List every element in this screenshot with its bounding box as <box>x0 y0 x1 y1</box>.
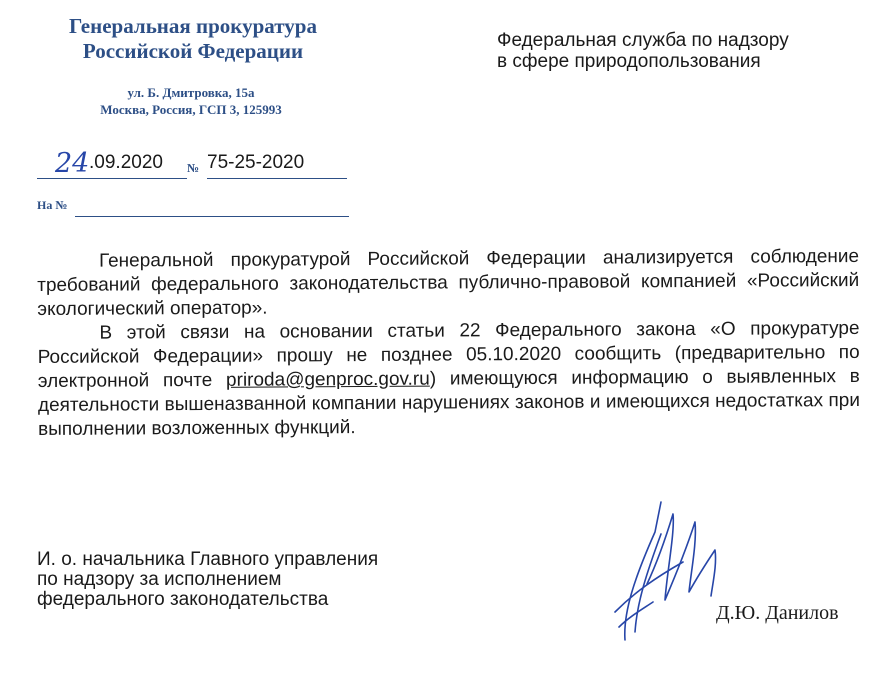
signer-title-line1: И. о. начальника Главного управления <box>37 549 379 570</box>
sender-name-line1: Генеральная прокуратура <box>69 14 317 38</box>
sender-address <box>56 84 326 118</box>
addressee <box>497 30 857 72</box>
paragraph-2-end: ) имеющуюся информацию о выявленных в деятельности вышеназванной компании нарушениях законов и имеющихся недостатках при выполнении возложенных функций. <box>37 365 860 440</box>
reference-label: На № <box>37 198 68 212</box>
registration-row <box>37 144 347 180</box>
signer-title-line3: федерального законодательства <box>37 589 329 610</box>
sender-address-line1: ул. Б. Дмитровка, 15а <box>127 85 255 100</box>
paragraph-2-start: В этой связи на основании статьи 22 Федерального закона «О прокуратуре Российской Федерации» прошу не позднее 05.10.2020 сообщить (предварительно по электронной почте <box>37 317 860 392</box>
registration-number: 75-25-2020 <box>207 152 305 173</box>
reference-underline <box>75 216 349 217</box>
sender-address-line2: Москва, Россия, ГСП 3, 125993 <box>100 102 282 117</box>
date-month-year: .09.2020 <box>89 152 163 173</box>
sender-name-line2: Российской Федерации <box>82 39 304 63</box>
addressee-line1: Федеральная служба по надзору <box>497 30 789 51</box>
signer-title-line2: по надзору за исполнением <box>37 569 282 590</box>
letter-body <box>37 245 860 442</box>
number-sign: № <box>187 161 200 175</box>
sender-organization <box>48 14 338 64</box>
signer-name: Д.Ю. Данилов <box>716 602 839 624</box>
date-underline <box>37 178 187 179</box>
number-underline <box>207 178 347 179</box>
email-link[interactable]: priroda@genproc.gov.ru <box>225 368 430 391</box>
addressee-line2: в сфере природопользования <box>497 51 761 72</box>
body-paragraph-2 <box>37 317 860 442</box>
handwritten-day: 24 <box>55 148 90 179</box>
signer-title <box>37 550 457 610</box>
reference-row <box>37 196 349 220</box>
body-paragraph-1: Генеральной прокуратурой Российской Федерации анализируется соблюдение требований федерального законодательства публично-правовой компанией «Российский экологический оператор». <box>37 245 860 320</box>
